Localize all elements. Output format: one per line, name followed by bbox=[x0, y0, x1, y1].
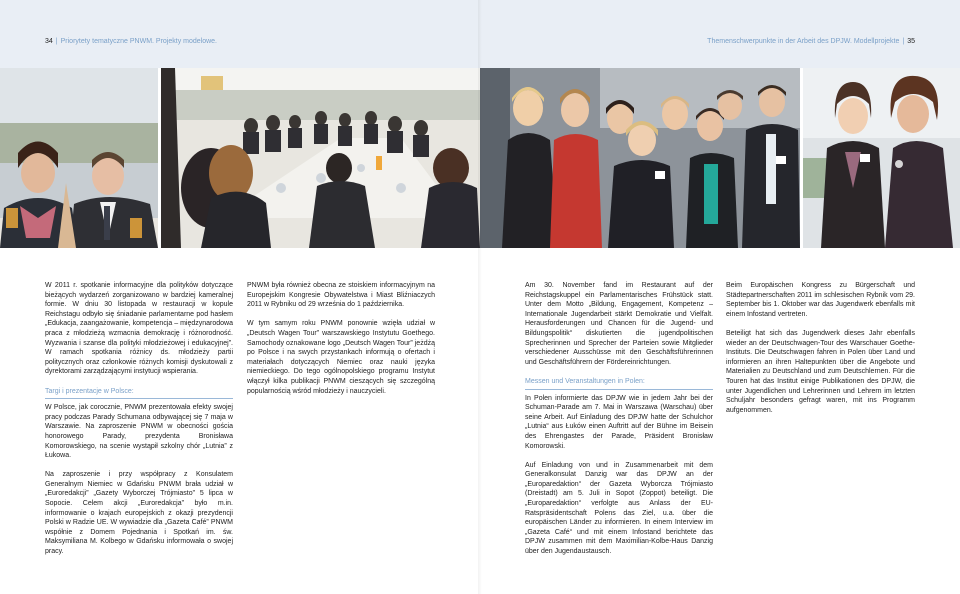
left-col1-paragraph-1: W 2011 r. spotkanie informacyjne dla polityków dotyczące bieżących wydarzeń zorganizowano w bardziej kameralnej formie. W dniu 30 listopada w restauracji w kopule Reichstagu odbyło się śniadanie parlamentarne pod hasłem „Edukacja, zaangażowanie, kompetencja – międzynarodowa praca z młodzieżą wzmacnia demokrację i różnorodność. Wyzwania i szanse dla polityki młodzieżowej i edukacyjnej”. W ramach spotkania różnicy ds. młodzieży partii politycznych oraz członkowie różnych komisji dyskutowali z dyrektorami zarządzającymi instytucji wspierania. bbox=[45, 282, 233, 376]
right-header-band bbox=[480, 0, 960, 68]
left-col1-paragraph-3: Na zaproszenie i przy współpracy z Konsulatem Generalnym Niemiec w Gdańsku PNWM brała udział w „Euroredakcji” „Gazety Wyborczej Trójmiasto” 5 lipca w Sopocie. Celem akcji „Euroredakcja” było m.in. informowanie o krajach europejskich z okazji prezydencji Polski w Radzie UE. W wywiadzie dla „Gazeta Café” PNWM współnie z Domem Pojednania i Spotkań im. św. Maksymiliana M. Kolbego w Gdańsku informowała o swojej pracy. bbox=[45, 471, 233, 556]
right-col1-paragraph-3: Auf Einladung von und in Zusammenarbeit mit dem Generalkonsulat Danzig war das DPJW an der „Europaredaktion“ der Gazeta Wyborcza Trójmiasto (Dreistadt) am 5. Juli in Sopot (Zoppot) beteiligt. Die „Europaredaktion“ verfolgte aus Anlass der EU-Ratspräsidentschaft Polens das Ziel, u.a. über die europäischen Länder zu informieren. In einem Interview im „Gazeta Café“ und mit einem Infostand berichtete das DPJW zusammen mit dem Maximilian-Kolbe-Haus Danzig über den Jugendaustausch. bbox=[525, 461, 713, 556]
left-col2-paragraph-1: PNWM była również obecna ze stoiskiem informacyjnym na Europejskim Kongresie Obywatelstwa i Miast Bliźniaczych 2011 w Rybniku od 29 września do 1 października. bbox=[247, 282, 435, 309]
right-header-title: Themenschwerpunkte in der Arbeit des DPJW. Modellprojekte bbox=[707, 38, 900, 45]
left-running-header bbox=[45, 38, 217, 45]
photo-group-portrait bbox=[480, 68, 800, 248]
left-col1-subheading: Targi i prezentacje w Polsce: bbox=[45, 387, 233, 400]
left-header-title: Priorytety tematyczne PNWM. Projekty modelowe. bbox=[60, 38, 218, 45]
spine-gutter bbox=[478, 0, 482, 594]
photo-banquet-hall bbox=[161, 68, 480, 248]
header-separator: | bbox=[55, 38, 58, 45]
left-header-band bbox=[0, 0, 480, 68]
left-col1-paragraph-2: W Polsce, jak corocznie, PNWM prezentowała efekty swojej pracy podczas Parady Schumana odbywającej się 7 maja w Warszawie. Na zaproszenie PNWM w obecności gościa honorowego Parady, prezydenta Bronisława Komorowskiego, na scenie wystąpił szkolny chór „Lutnia” z Łukowa. bbox=[45, 404, 233, 460]
left-column-2 bbox=[247, 281, 435, 406]
right-col1-paragraph-1: Am 30. November fand im Restaurant auf der Reichstagskuppel ein Parlamentarisches Frühstück statt. Unter dem Motto „Bildung, Engagement, Kompetenz – Internationale Jugendarbeit stärkt Demokratie und Vielfalt. Herausforderungen und Chancen für die Jugend- und Bildungspolitik“ diskutierten die jugendpolitischen Sprecherinnen und Sprecher der Parteien sowie Mitglieder verschiedener Ausschüsse mit den Geschäftsführerinnen und Geschäftsführern der Fördereinrichtungen. bbox=[525, 282, 713, 366]
right-page-number: 35 bbox=[907, 38, 915, 45]
left-page-number: 34 bbox=[45, 38, 53, 45]
right-col2-paragraph-1: Beim Europäischen Kongress zu Bürgerschaft und Städtepartnerschaften 2011 im schlesischen Rybnik vom 29. September bis 1. Oktober war das Jugendwerk ebenfalls mit einem Infostand vertreten. bbox=[726, 282, 915, 318]
right-running-header bbox=[707, 38, 915, 45]
left-column-1 bbox=[45, 281, 233, 566]
right-page bbox=[480, 0, 960, 594]
right-col1-paragraph-2: In Polen informierte das DPJW wie in jedem Jahr bei der Schuman-Parade am 7. Mai in Warszawa (Warschau) über seine Arbeit. Auf Einladung des DPJW hatte der Schulchor „Lutnia“ aus Łuków einen Auftritt auf der Bühne im Beisein des Ehrengastes der Parade, Präsident Bronisław Komorowski. bbox=[525, 394, 713, 450]
photo-two-women-and-man bbox=[0, 68, 158, 248]
right-column-2 bbox=[726, 281, 915, 425]
left-col2-paragraph-2: W tym samym roku PNWM ponownie wzięła udział w „Deutsch Wagen Tour” warszawskiego Instytutu Goethego. Samochody oznakowane logo „Deutsch Wagen Tour” jeżdżą po Polsce i na swych przystankach informują o ofertach i materiałach dotyczących Niemiec oraz nauki języka niemieckiego. Do tego ogólnopolskiego programu Instytut włączył kilka publikacji PNWM cieszących się szczególną popularnością wśród młodzieży i nauczycieli. bbox=[247, 320, 435, 395]
right-col2-paragraph-2: Beteiligt hat sich das Jugendwerk dieses Jahr ebenfalls wieder an der Deutschwagen-Tour des Warschauer Goethe-Instituts. Die Deutschwagen fahren in Polen über Land und informieren an ihren Haltepunkten über die Angebote und Materialien zu Deutschland und zum Deutschlernen. Für die Touren hat das Institut einige Publikationen des DPJW, die unter Jugendlichen und Lehrerinnen und Lehrern im letzten Schuljahr besonders gefragt waren, mit ins Programm aufgenommen. bbox=[726, 329, 915, 414]
header-separator: | bbox=[902, 38, 905, 45]
right-col1-subheading: Messen und Veranstaltungen in Polen: bbox=[525, 377, 713, 390]
photo-two-women bbox=[803, 68, 960, 248]
right-column-1 bbox=[525, 281, 713, 566]
